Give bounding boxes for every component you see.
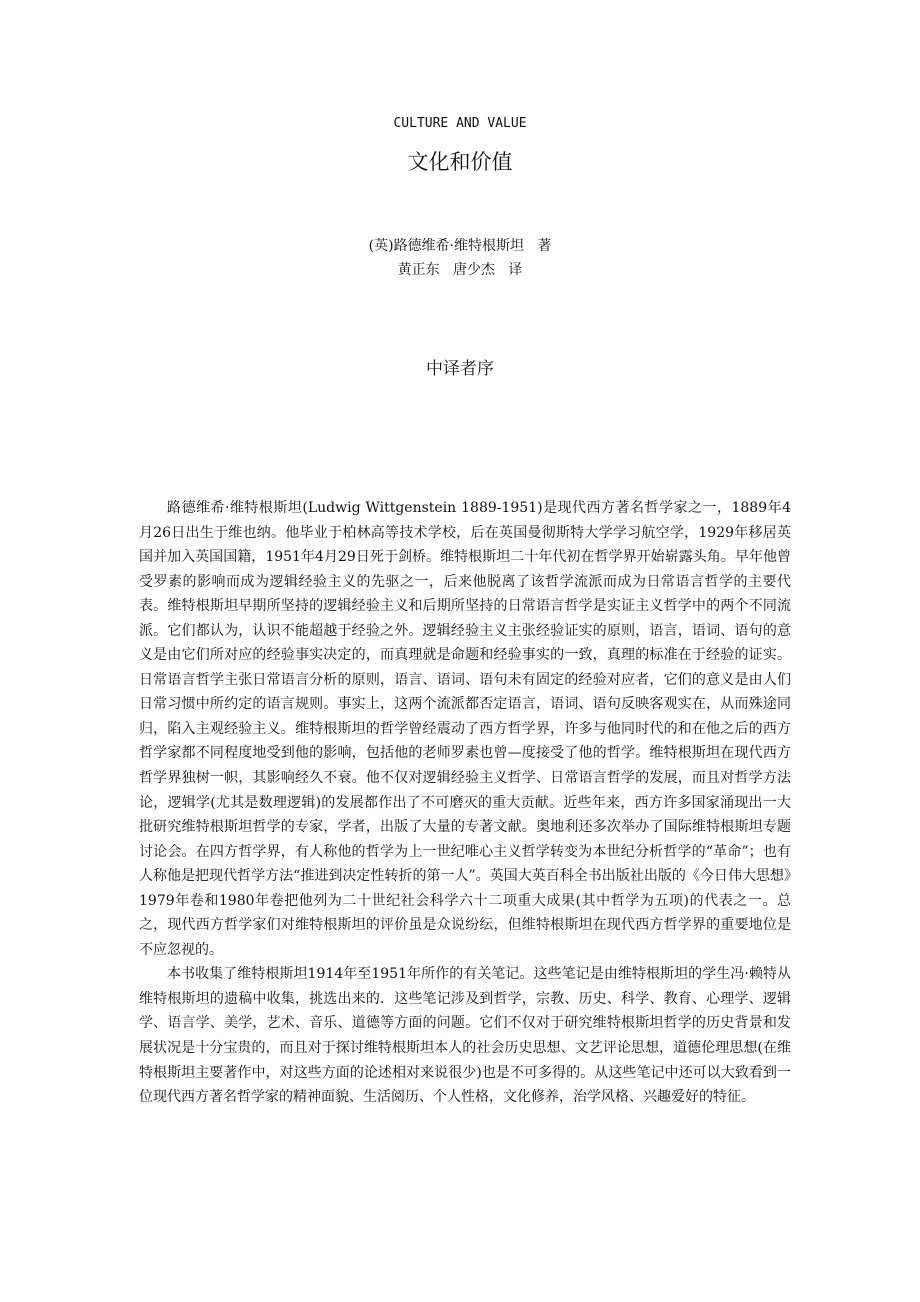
translator-line: 黄正东 唐少杰 译 xyxy=(397,262,523,278)
english-title: CULTURE AND VALUE xyxy=(393,116,527,131)
credits-block xyxy=(0,234,920,282)
body-text xyxy=(139,496,791,1110)
paragraph-2: 本书收集了维特根斯坦1914年至1951年所作的有关笔记。这些笔记是由维特根斯坦的学生冯·赖特从维特根斯坦的遗稿中收集，挑选出来的．这些笔记涉及到哲学，宗教、历史、科学、教育、心理学、逻辑学、语言学、美学，艺术、音乐、道德等方面的问题。它们不仅对于研究维特根斯坦哲学的历史背景和发展状况是十分宝贵的，而且对于探讨维特根斯坦本人的社会历史思想、文艺评论思想，道德伦理思想(在维特根斯坦主要著作中，对这些方面的论述相对来说很少)也是不可多得的。从这些笔记中还可以大致看到一位现代西方著名哲学家的精神面貌、生活阅历、个人性格，文化修养，治学风格、兴趣爱好的特征。 xyxy=(139,966,791,1106)
chinese-title: 文化和价值 xyxy=(407,150,513,174)
paragraph-1: 路德维希·维特根斯坦(Ludwig Wittgenstein 1889-1951)是现代西方著名哲学家之一，1889年4月26日出生于维也纳。他毕业于柏林高等技术学校，后在英国曼彻斯特大学学习航空学，1929年移居英国并加入英国国籍，1951年4月29日死于剑桥。维特根斯坦二十年代初在哲学界开始崭露头角。早年他曾受罗素的影响而成为逻辑经验主义的先驱之一，后来他脱离了该哲学流派而成为日常语言哲学的主要代表。维特根斯坦早期所坚持的逻辑经验主义和后期所坚持的日常语言哲学是实证主义哲学中的两个不同流派。它们都认为，认识不能超越于经验之外。逻辑经验主义主张经验证实的原则，语言，语词、语句的意义是由它们所对应的经验事实决定的，而真理就是命题和经验事实的一致，真理的标准在于经验的证实。日常语言哲学主张日常语言分析的原则，语言、语词、语句未有固定的经验对应者，它们的意义是由人们日常习惯中所约定的语言规则。事实上，这两个流派都否定语言，语词、语句反映客观实在，从而殊途同归，陷入主观经验主义。维特根斯坦的哲学曾经震动了西方哲学界，许多与他同时代的和在他之后的西方哲学家都不同程度地受到他的影响，包括他的老师罗素也曾—度接受了他的哲学。维特根斯坦在现代西方哲学界独树一帜，其影响经久不衰。他不仅对逻辑经验主义哲学、日常语言哲学的发展，而且对哲学方法论，逻辑学(尤其是数理逻辑)的发展都作出了不可磨灭的重大贡献。近些年来，西方许多国家涌现出一大批研究维特根斯坦哲学的专家，学者，出版了大量的专著文献。奥地利还多次举办了国际维特根斯坦专题讨论会。在四方哲学界，有人称他的哲学为上一世纪唯心主义哲学转变为本世纪分析哲学的“革命”；也有人称他是把现代哲学方法“推进到决定性转折的第一人”。英国大英百科全书出版社出版的《今日伟大思想》1979年卷和1980年卷把他列为二十世纪社会科学六十二项重大成果(其中哲学为五项)的代表之一。总之，现代西方哲学家们对维特根斯坦的评价虽是众说纷纭，但维特根斯坦在现代西方哲学界的重要地位是不应忽视的。 xyxy=(139,500,791,958)
author-line: (英)路德维希·维特根斯坦 著 xyxy=(368,238,552,254)
section-title: 中译者序 xyxy=(426,359,494,379)
